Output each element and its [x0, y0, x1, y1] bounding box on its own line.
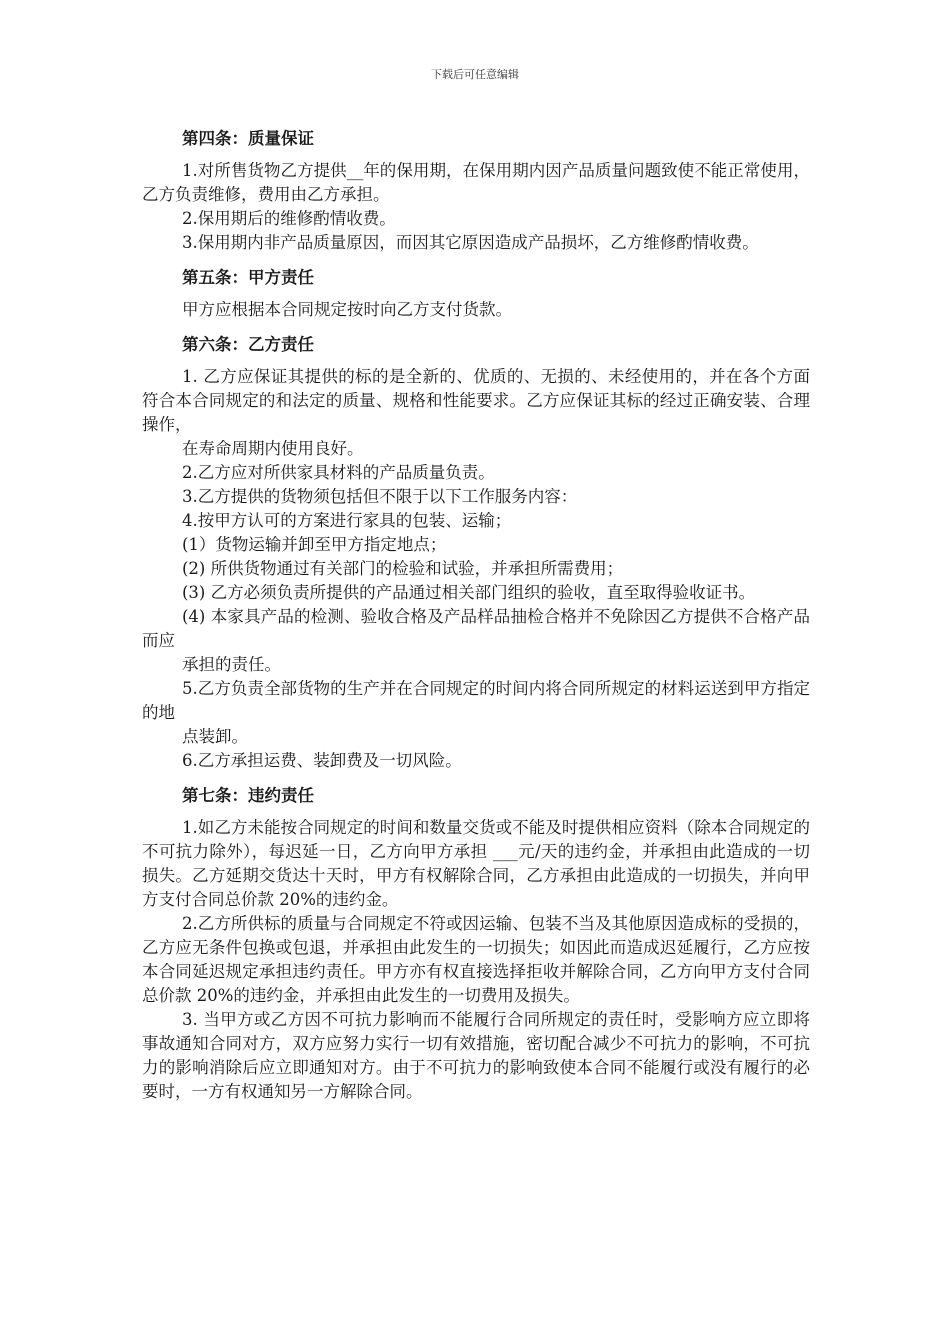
section-6-para-4: 3.乙方提供的货物须包括但不限于以下工作服务内容： [182, 487, 578, 506]
section-7-heading: 第七条：违约责任 [182, 786, 314, 805]
section-6-para-1: 1. 乙方应保证其提供的标的是全新的、优质的、无损的、未经使用的，并在各个方面符合本合同规定的和法定的质量、规格和性能要求。乙方应保证其标的经过正确安装、合理操作， [142, 367, 810, 434]
section-6-para-13: 6.乙方承担运费、装卸费及一切风险。 [182, 751, 462, 770]
section-7-para-3: 3. 当甲方或乙方因不可抗力影响而不能履行合同所规定的责任时，受影响方应立即将事故通知合同对方，双方应努力实行一切有效措施，密切配合减少不可抗力的影响，不可抗力的影响消除后应立即通知对方。由于不可抗力的影响致使本合同不能履行或没有履行的必要时，一方有权通知另一方解除合同。 [142, 1010, 810, 1101]
section-6-para-6: (1）货物运输并卸至甲方指定地点； [182, 535, 447, 554]
section-6-para-8: (3) 乙方必须负责所提供的产品通过相关部门组织的验收，直至取得验收证书。 [182, 583, 756, 602]
section-6-para-11: 5.乙方负责全部货物的生产并在合同规定的时间内将合同所规定的材料运送到甲方指定的地 [142, 679, 810, 722]
section-7-para-1: 1.如乙方未能按合同规定的时间和数量交货或不能及时提供相应资料（除本合同规定的不可抗力除外），每迟延一日，乙方向甲方承担 ___元/天的违约金，并承担由此造成的一切损失。乙方延期交货达十天时，甲方有权解除合同，乙方承担由此造成的一切损失，并向甲方支付合同总价款 20%的违约金。 [142, 818, 810, 909]
section-6-para-2: 在寿命周期内使用良好。 [182, 439, 364, 458]
section-6-heading: 第六条：乙方责任 [182, 335, 314, 354]
section-7-para-2: 2.乙方所供标的质量与合同规定不符或因运输、包装不当及其他原因造成标的受损的，乙方应无条件包换或包退，并承担由此发生的一切损失；如因此而造成迟延履行，乙方应按本合同延迟规定承担违约责任。甲方亦有权直接选择拒收并解除合同，乙方向甲方支付合同总价款 20%的违约金，并承担由此发生的一切费用及损失。 [142, 914, 810, 1005]
section-6-para-3: 2.乙方应对所供家具材料的产品质量负责。 [182, 463, 495, 482]
header-note: 下载后可任意编辑 [431, 68, 519, 81]
section-4-para-3: 3.保用期内非产品质量原因，而因其它原因造成产品损坏，乙方维修酌情收费。 [182, 233, 759, 252]
section-4-para-1: 1.对所售货物乙方提供__年的保用期，在保用期内因产品质量问题致使不能正常使用，乙方负责维修，费用由乙方承担。 [142, 161, 810, 204]
section-6-para-10: 承担的责任。 [182, 655, 281, 674]
section-6-para-7: (2) 所供货物通过有关部门的检验和试验，并承担所需费用； [182, 559, 624, 578]
section-6-para-5: 4.按甲方认可的方案进行家具的包装、运输； [182, 511, 512, 530]
section-5-para-1: 甲方应根据本合同规定按时向乙方支付货款。 [182, 300, 512, 319]
section-6-para-12: 点装卸。 [182, 727, 248, 746]
section-5-heading: 第五条：甲方责任 [182, 268, 314, 287]
document-body [142, 124, 810, 1104]
section-4-para-2: 2.保用期后的维修酌情收费。 [182, 209, 396, 228]
section-4-heading: 第四条：质量保证 [182, 129, 314, 148]
section-6-para-9: (4) 本家具产品的检测、验收合格及产品样品抽检合格并不免除因乙方提供不合格产品而应 [142, 607, 810, 650]
